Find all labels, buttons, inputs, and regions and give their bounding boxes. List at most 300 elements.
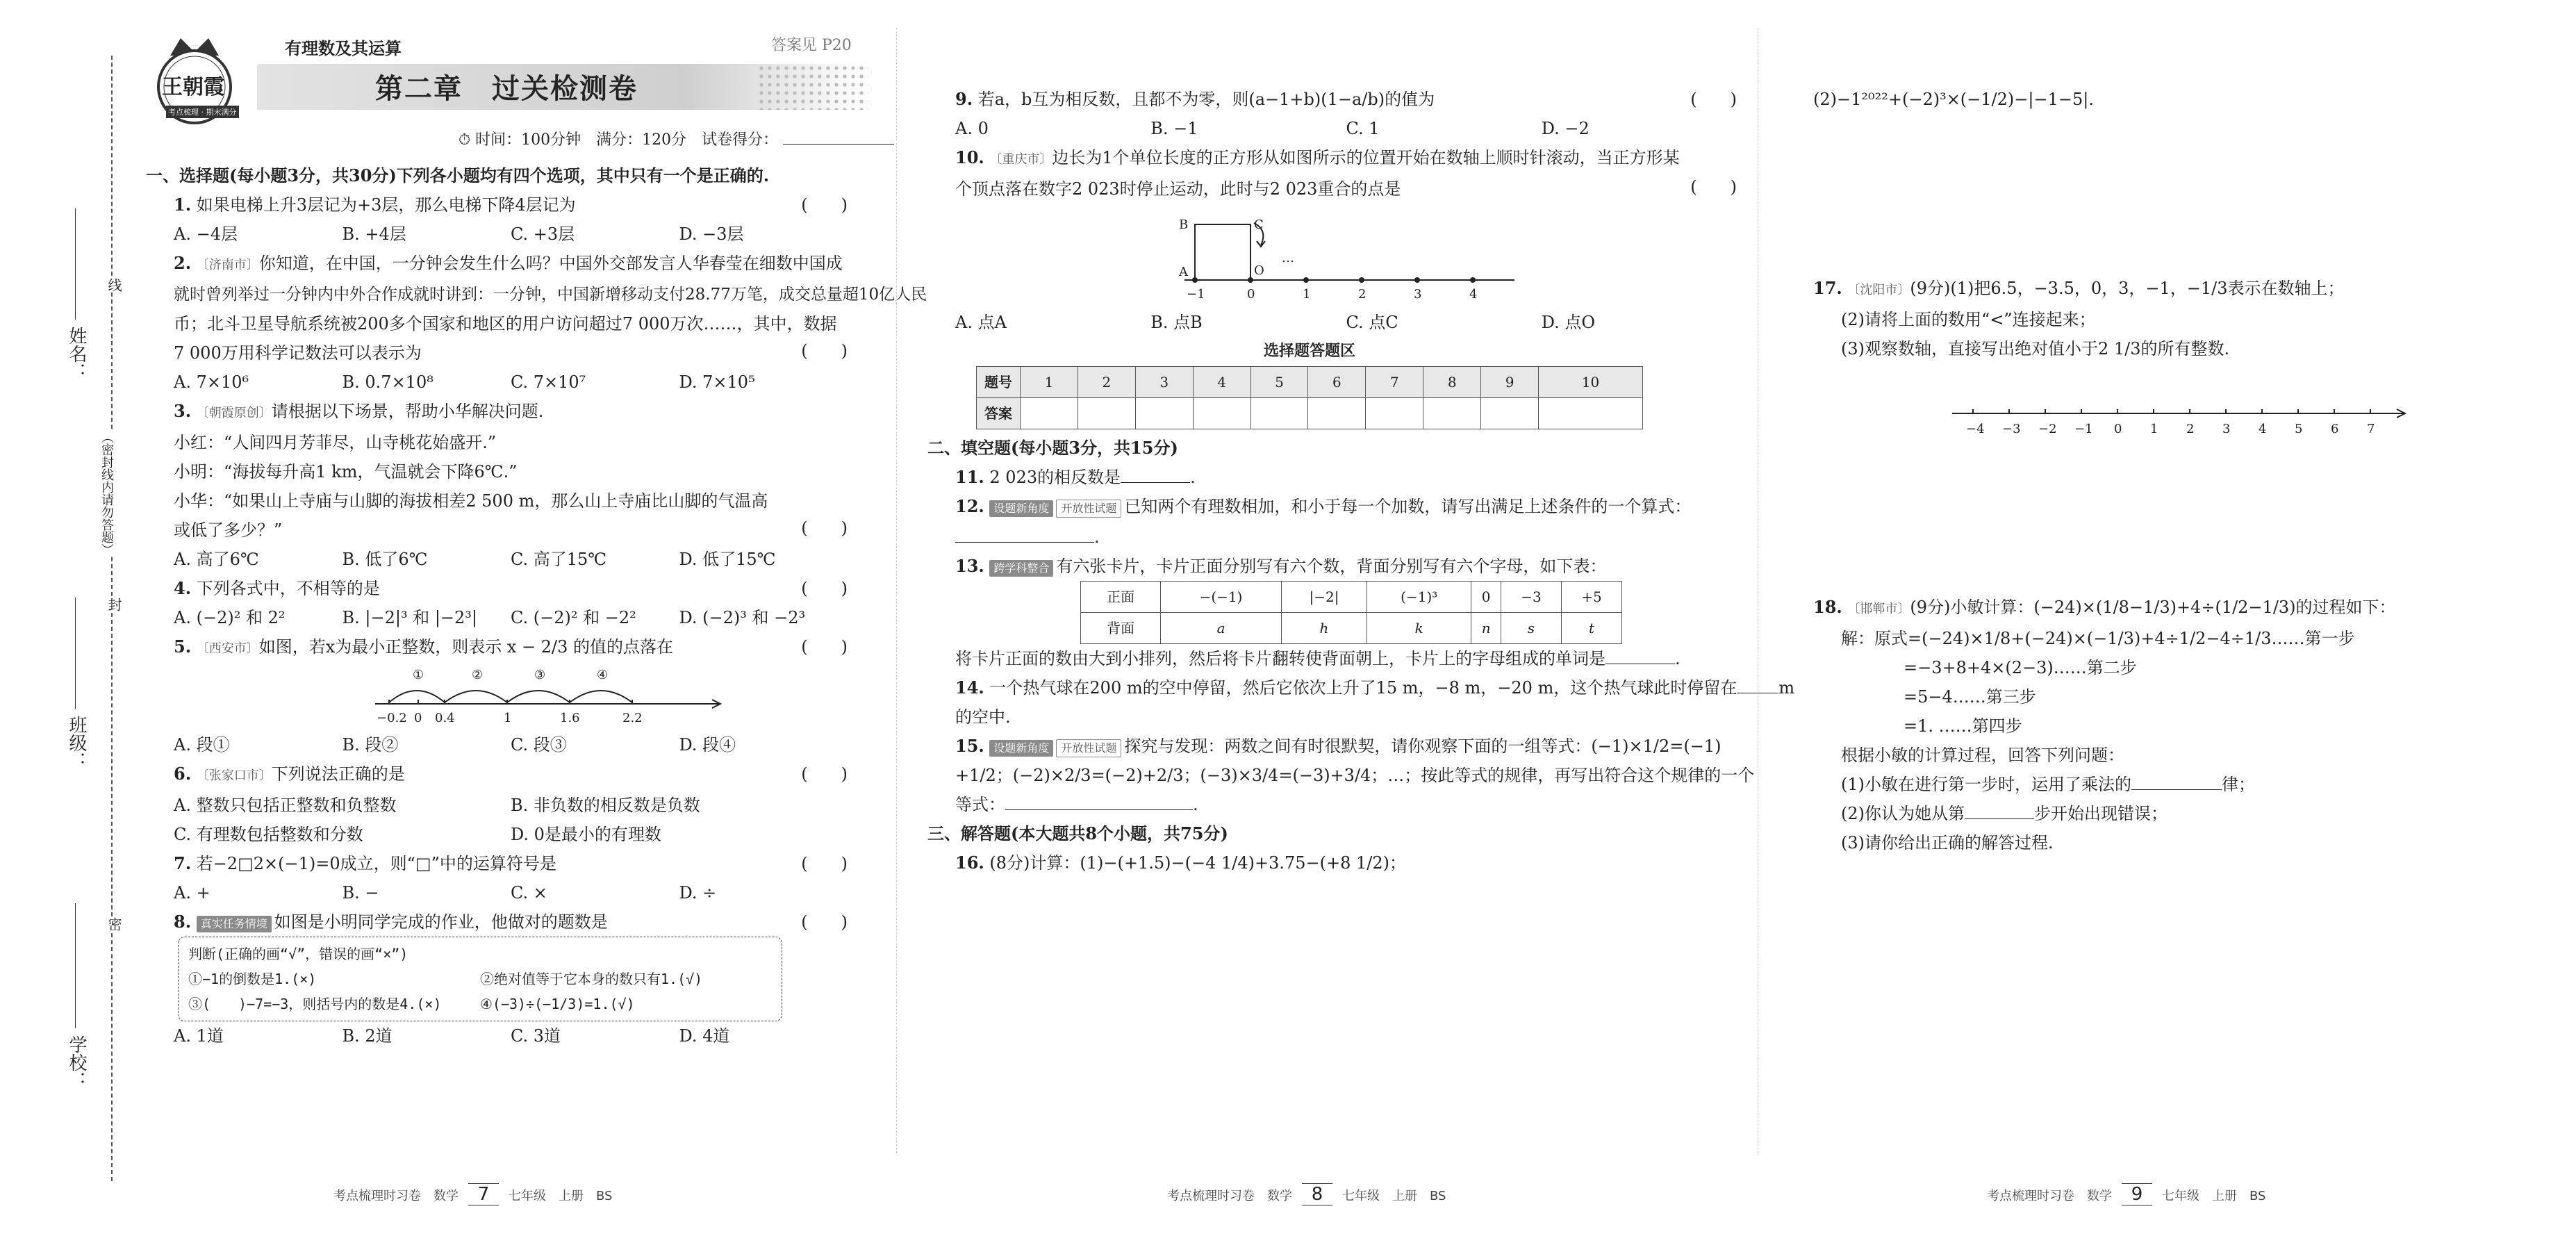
q12-end: . [1094, 527, 1100, 547]
question-8 [146, 907, 848, 1051]
q8-box-item-3: ③( )−7=−3，则括号内的数是4.(×) [188, 996, 442, 1012]
q15-end: . [1193, 795, 1198, 814]
q13-back-2: h [1281, 613, 1367, 644]
q7-answer-bracket[interactable]: ( ) [801, 854, 848, 873]
school-blank[interactable] [75, 903, 76, 1028]
q5-options [174, 730, 848, 759]
q13-back-3: k [1367, 613, 1471, 644]
brand-logo [142, 28, 247, 132]
q5-tick-label-6: 2.2 [622, 711, 643, 725]
q1-text: 如果电梯上升3层记为+3层，那么电梯下降4层记为 [196, 195, 576, 215]
q13-end: . [1675, 649, 1681, 668]
footer-page-9 [1987, 1183, 2265, 1205]
q5-number-line [368, 664, 729, 730]
q6-option-a[interactable]: A. 整数只包括正整数和负整数 [174, 796, 397, 815]
q6-option-d[interactable]: D. 0是最小的有理数 [511, 825, 661, 844]
name-label: 姓名： [66, 327, 87, 381]
q13-tag: 跨学科整合 [989, 560, 1053, 577]
q3-line-4: 小华：“如果山上寺庙与山脚的海拔相差2 500 m，那么山上寺庙比山脚的气温高 [174, 491, 768, 511]
answer-cell-9[interactable] [1481, 398, 1539, 429]
q13-text: 有六张卡片，卡片正面分别写有六个数，背面分别写有六个字母，如下表： [1056, 557, 1607, 576]
q10-label-a: A [1179, 265, 1188, 279]
q10-tick-label-6: 4 [1469, 287, 1478, 302]
q8-option-a[interactable]: A. 1道 [174, 1026, 224, 1046]
answer-col-6: 6 [1308, 367, 1366, 398]
q8-options [174, 1021, 848, 1051]
q7-text: 若−2□2×(−1)=0成立，则“□”中的运算符号是 [196, 854, 556, 873]
question-18 [1813, 593, 2522, 857]
title-band-dots [757, 64, 868, 110]
q18-text: (9分)小敏计算：(−24)×(1/8−1/3)+4÷(1/2−1/3)的过程如下： [1910, 598, 2396, 617]
q12-tag-2: 开放性试题 [1056, 500, 1121, 518]
q13-back-label: 背面 [1081, 613, 1161, 644]
footer-9-right: 七年级 上册 BS [2162, 1189, 2266, 1203]
q5-tick-label-1: −0.2 [377, 711, 407, 725]
q9-option-c[interactable]: C. 1 [1346, 119, 1380, 138]
answer-col-2: 2 [1078, 367, 1135, 398]
q10-tick-label-1: −1 [1187, 287, 1205, 302]
q6-answer-bracket[interactable]: ( ) [801, 764, 848, 784]
q12-text: 已知两个有理数相加，和小于每一个加数，请写出满足上述条件的一个算式： [1124, 497, 1692, 516]
q17-number-line[interactable] [1945, 398, 2431, 447]
answer-col-4: 4 [1193, 367, 1250, 398]
q9-number: 9. [955, 89, 973, 109]
answer-area-title: 选择题答题区 [1263, 343, 1355, 360]
q15-line-2: +1/2；(−2)×2/3=(−2)+2/3；(−3)×3/4=(−3)+3/4；…；按此等式的规律，再写出符合这个规律的一个 [955, 766, 1755, 785]
q3-number: 3. [174, 401, 192, 421]
class-blank[interactable] [75, 598, 76, 709]
seal-note: （密封线内请勿答题） [97, 431, 115, 556]
page-divider-1 [896, 28, 898, 1153]
answer-cell-7[interactable] [1366, 398, 1423, 429]
q17-source: 〔沈阳市〕 [1847, 283, 1910, 297]
q16-workspace[interactable] [955, 878, 1737, 982]
q18-sub-2-end: 步开始出现错误； [2034, 804, 2168, 823]
q10-label-b: B [1179, 217, 1189, 232]
q13-back-4: n [1471, 613, 1501, 644]
q18-sub-1-end: 律； [2222, 775, 2255, 794]
q2-answer-bracket[interactable]: ( ) [801, 341, 848, 361]
q10-point-0 [1248, 277, 1253, 283]
q10-answer-bracket[interactable]: ( ) [1690, 177, 1737, 197]
q9-option-d[interactable]: D. −2 [1541, 119, 1590, 138]
q17-tick-label-12: 7 [2367, 422, 2375, 436]
q13-front-row [1081, 582, 1622, 613]
q4-option-a[interactable]: A. (−2)² 和 2² [174, 608, 286, 627]
answer-cell-4[interactable] [1193, 398, 1250, 429]
q3-option-a[interactable]: A. 高了6℃ [174, 550, 259, 569]
q3-answer-bracket[interactable]: ( ) [801, 518, 848, 538]
answer-col-8: 8 [1423, 367, 1481, 398]
seal-line-mark: 线 [104, 278, 124, 292]
q17-tick-label-8: 3 [2222, 422, 2231, 436]
q2-options [174, 368, 848, 397]
q10-rolling-square-figure [1164, 204, 1525, 308]
q9-option-b[interactable]: B. −1 [1150, 119, 1198, 138]
q17-tick-label-1: −4 [1966, 422, 1985, 436]
q10-point-2 [1359, 277, 1364, 283]
q13-front-3: (−1)³ [1367, 582, 1471, 613]
q7-number: 7. [174, 853, 192, 873]
q17-tick-label-5: 0 [2114, 422, 2122, 436]
answer-area [976, 337, 1737, 429]
binding-margin [0, 0, 125, 1243]
q17-tick-label-9: 4 [2259, 422, 2267, 436]
q8-option-b[interactable]: B. 2道 [342, 1026, 393, 1046]
q8-box-item-1: ①−1的倒数是1.(×) [188, 971, 317, 987]
q5-arc-4 [570, 691, 632, 702]
q6-option-c[interactable]: C. 有理数包括整数和分数 [174, 825, 363, 844]
q3-option-d[interactable]: D. 低了15℃ [679, 550, 776, 569]
q3-source: 〔朝霞原创〕 [196, 406, 272, 420]
q17-tick-label-4: −1 [2074, 422, 2093, 436]
q14-line-2: 的空中. [955, 707, 1011, 727]
answer-cell-5[interactable] [1250, 398, 1308, 429]
answer-table-row1-label: 题号 [977, 367, 1021, 398]
q5-text: 如图，若x为最小正整数，则表示 x − 2/3 的值的点落在 [258, 637, 674, 657]
q9-answer-bracket[interactable]: ( ) [1690, 90, 1737, 109]
q13-back-6: t [1561, 613, 1621, 644]
q17-tick-label-7: 2 [2186, 422, 2195, 436]
q10-source: 〔重庆市〕 [989, 152, 1052, 167]
q2-line-3: 币；北斗卫星导航系统被200多个国家和地区的用户访问超过7 000万次……，其中，数据 [174, 314, 837, 334]
q5-arc-3 [507, 691, 570, 702]
q5-number: 5. [174, 636, 192, 657]
class-label: 班级： [66, 716, 87, 770]
q8-box-item-4: ④(−3)÷(−1/3)=1.(√) [480, 996, 635, 1012]
answer-cell-2[interactable] [1078, 398, 1135, 429]
answer-col-5: 5 [1250, 367, 1308, 398]
column-page-8 [927, 85, 1795, 982]
q15-line-3: 等式： [955, 795, 1005, 814]
q13-back-row [1081, 613, 1622, 644]
q7-option-a[interactable]: A. + [174, 883, 210, 903]
q18-source: 〔邯郸市〕 [1847, 602, 1910, 616]
score-blank[interactable] [783, 144, 894, 145]
q17-tick-label-3: −2 [2038, 422, 2057, 436]
question-10 [927, 143, 1737, 337]
answer-col-10: 10 [1539, 367, 1643, 398]
q17-text: (9分)(1)把6.5，−3.5，0，3，−1，−1/3表示在数轴上； [1910, 279, 2345, 298]
q4-option-b[interactable]: B. |−2|³ 和 |−2³| [342, 608, 477, 627]
question-7 [146, 849, 848, 907]
q13-back-5: s [1501, 613, 1561, 644]
question-14 [927, 673, 1795, 732]
q7-option-c[interactable]: C. × [511, 883, 547, 903]
q5-option-a[interactable]: A. 段① [174, 735, 230, 755]
q15-tag-1: 设题新角度 [989, 740, 1053, 757]
seal-seal-mark: 封 [104, 598, 124, 611]
q5-tick-label-3: 0.4 [435, 711, 455, 725]
q18-sub-1-blank[interactable] [2131, 789, 2222, 790]
q10-option-c[interactable]: C. 点C [1346, 313, 1398, 332]
q10-tick-label-5: 3 [1414, 287, 1422, 302]
brand-name: 王朝霞 [162, 75, 224, 99]
footer-8-left: 考点梳理时习卷 数学 [1167, 1189, 1292, 1203]
q6-text: 下列说法正确的是 [271, 764, 405, 784]
q1-answer-bracket[interactable]: ( ) [801, 195, 848, 215]
q3-options [174, 545, 848, 574]
q18-sub-2-text: (2)你认为她从第 [1841, 804, 1965, 823]
section-3-heading: 三、解答题(本大题共8个小题，共75分) [927, 823, 1228, 843]
q6-option-b[interactable]: B. 非负数的相反数是负数 [511, 796, 700, 815]
q10-options [955, 308, 1737, 337]
q12-number: 12. [955, 496, 984, 516]
question-17 [1813, 274, 2522, 593]
footer-page-7 [333, 1183, 612, 1205]
q11-number: 11. [955, 467, 984, 487]
q9-option-a[interactable]: A. 0 [955, 119, 989, 138]
q3-line-3: 小明：“海拔每升高1 km，气温就会下降6℃.” [174, 462, 518, 481]
footer-9-page-number: 9 [2122, 1183, 2153, 1205]
footer-7-left: 考点梳理时习卷 数学 [333, 1189, 459, 1203]
q3-line-5: 或低了多少？” [174, 520, 283, 540]
q4-options [174, 603, 848, 632]
q14-line-1: 一个热气球在200 m的空中停留，然后它依次上升了15 m，−8 m，−20 m，这个热气球此时停留在 [989, 678, 1737, 698]
q2-option-c[interactable]: C. 7×10⁷ [511, 372, 586, 392]
answer-cell-1[interactable] [1021, 398, 1078, 429]
q5-option-b[interactable]: B. 段② [342, 735, 399, 755]
q17-tick-label-2: −3 [2002, 422, 2021, 436]
q8-option-c[interactable]: C. 3道 [511, 1026, 561, 1046]
q13-front-4: 0 [1471, 582, 1501, 613]
q10-option-d[interactable]: D. 点O [1541, 313, 1596, 332]
q12-answer-blank[interactable] [955, 521, 1094, 543]
q17-workspace[interactable] [1813, 447, 2522, 593]
q13-front-label: 正面 [1081, 582, 1161, 613]
exam-meta [459, 128, 894, 149]
q18-step-3: =5−4……第三步 [1904, 687, 2036, 707]
footer-8-right: 七年级 上册 BS [1342, 1189, 1446, 1203]
binding-dashed-line [111, 56, 113, 1181]
q8-tag: 真实任务情境 [197, 916, 272, 932]
q8-box-item-2: ②绝对值等于它本身的数只有1.(√) [480, 971, 703, 987]
q15-number: 15. [955, 736, 984, 756]
q10-point-1 [1303, 277, 1309, 283]
chapter-title: 第二章 过关检测卷 [375, 73, 638, 105]
q10-line-2: 个顶点落在数字2 023时停止运动，此时与2 023重合的点是 [955, 179, 1401, 199]
topic-label: 有理数及其运算 [285, 38, 402, 58]
q2-line-1: 你知道，在中国，一分钟会发生什么吗？中国外交部发言人华春莹在细数中国成 [258, 254, 843, 273]
q16-number: 16. [955, 853, 984, 873]
q2-source: 〔济南市〕 [196, 258, 259, 272]
q8-homework-box [178, 937, 782, 1021]
question-1 [146, 190, 848, 249]
q17-number: 17. [1813, 278, 1842, 298]
q7-options [174, 878, 848, 907]
q2-option-a[interactable]: A. 7×10⁶ [174, 372, 249, 392]
answer-table-number-row [977, 367, 1643, 398]
answer-cell-10[interactable] [1539, 398, 1643, 429]
answer-table-row2-label: 答案 [977, 398, 1021, 429]
answer-col-9: 9 [1481, 367, 1539, 398]
q17-sub-3: (3)观察数轴，直接写出绝对值小于2 1/3的所有整数. [1841, 339, 2230, 359]
q5-arc-1 [389, 691, 445, 702]
q5-tick-label-2: 0 [414, 711, 422, 725]
q9-text: 若a，b互为相反数，且都不为零，则(a−1+b)(1−a/b)的值为 [977, 90, 1435, 109]
q1-option-a[interactable]: A. −4层 [174, 224, 238, 244]
q4-option-d[interactable]: D. (−2)³ 和 −2³ [679, 608, 806, 627]
q3-option-b[interactable]: B. 低了6℃ [342, 550, 428, 569]
q18-step-1: 解：原式=(−24)×1/8+(−24)×(−1/3)+4÷1/2−4÷1/3……第一步 [1841, 629, 2355, 648]
q17-tick-label-10: 5 [2295, 422, 2303, 436]
q13-front-6: +5 [1561, 582, 1621, 613]
q5-arc-label-3: ③ [534, 668, 546, 682]
name-blank[interactable] [75, 208, 76, 320]
column-page-7 [146, 161, 927, 1051]
q6-source: 〔张家口市〕 [196, 768, 272, 783]
footer-7-right: 七年级 上册 BS [509, 1189, 613, 1203]
q5-arc-label-4: ④ [597, 668, 609, 682]
q10-point-3 [1414, 277, 1420, 283]
section-2-heading: 二、填空题(每小题3分，共15分) [927, 438, 1178, 458]
q11-text: 2 023的相反数是 [989, 468, 1121, 487]
q17-tick-label-11: 6 [2331, 422, 2339, 436]
q10-label-c: C [1254, 217, 1264, 232]
q16-part-2: (2)−1²⁰²²+(−2)³×(−1/2)−|−1−5|. [1813, 90, 2094, 109]
q11-answer-blank[interactable] [1121, 482, 1190, 483]
answer-cell-8[interactable] [1423, 398, 1481, 429]
q10-option-b[interactable]: B. 点B [1150, 313, 1203, 332]
q4-answer-bracket[interactable]: ( ) [801, 579, 848, 598]
column-page-9 [1813, 85, 2522, 857]
q2-option-b[interactable]: B. 0.7×10⁸ [342, 372, 434, 392]
q17-tick-label-6: 1 [2150, 422, 2158, 436]
answer-table-answer-row [977, 398, 1643, 429]
q13-front-2: |−2| [1281, 582, 1367, 613]
q10-line-1: 边长为1个单位长度的正方形从如图所示的位置开始在数轴上顺时针滚动，当正方形某 [1052, 148, 1680, 167]
q8-number: 8. [174, 912, 192, 932]
q16-part-2-workspace[interactable] [1813, 114, 2522, 274]
q1-option-d[interactable]: D. −3层 [679, 224, 744, 244]
q10-square [1195, 224, 1250, 280]
q5-arc-2 [445, 691, 507, 702]
q2-line-4: 7 000万用科学记数法可以表示为 [174, 343, 422, 363]
q10-option-a[interactable]: A. 点A [955, 313, 1007, 332]
q15-line-1: 探究与发现：两数之间有时很默契，请你观察下面的一组等式：(−1)×1/2=(−1) [1124, 736, 1722, 756]
q10-tick-label-4: 2 [1358, 287, 1367, 302]
q12-tag-1: 设题新角度 [989, 500, 1053, 517]
q11-end: . [1190, 468, 1196, 487]
q13-card-table [1080, 581, 1622, 644]
exam-meta-text: ⏱ 时间：100分钟 满分：120分 试卷得分： [459, 131, 779, 149]
q13-back-1: a [1161, 613, 1282, 644]
q13-number: 13. [955, 556, 984, 576]
q2-line-2: 就时曾列举过一分钟内中外合作成就时讲到：一分钟，中国新增移动支付28.77万笔，成交总量超10亿人民 [174, 286, 927, 304]
q10-label-ellipsis: … [1282, 251, 1294, 265]
q15-tag-2: 开放性试题 [1056, 739, 1121, 757]
answer-col-7: 7 [1366, 367, 1423, 398]
q18-number: 18. [1813, 597, 1842, 617]
q8-text: 如图是小明同学完成的作业，他做对的题数是 [274, 912, 608, 932]
brand-sub: 考点梳理 · 期末满分 [166, 106, 239, 118]
q10-point-4 [1470, 277, 1476, 283]
q10-tick-label-2: 0 [1247, 287, 1255, 302]
q18-sub-2-blank[interactable] [1965, 818, 2034, 819]
q5-arc-label-1: ① [413, 668, 424, 682]
q8-box-title: 判断(正确的画“√”，错误的画“×”) [188, 946, 408, 962]
q3-line-2: 小红：“人间四月芳菲尽，山寺桃花始盛开.” [174, 433, 497, 452]
q5-answer-bracket[interactable]: ( ) [801, 637, 848, 657]
footer-7-page-number: 7 [468, 1183, 499, 1205]
q8-option-d[interactable]: D. 4道 [679, 1026, 730, 1046]
q1-number: 1. [174, 195, 192, 215]
q13-after-text: 将卡片正面的数由大到小排列，然后将卡片翻转使背面朝上，卡片上的字母组成的单词是 [955, 649, 1605, 668]
school-label: 学校： [66, 1035, 87, 1089]
q10-number: 10. [955, 147, 984, 167]
question-13 [927, 552, 1737, 673]
q10-label-o: O [1254, 263, 1264, 278]
q17-sub-2: (2)请将上面的数用“<”连接起来； [1841, 310, 2096, 329]
question-5 [146, 632, 848, 759]
q2-option-d[interactable]: D. 7×10⁵ [679, 372, 755, 392]
answer-table [976, 366, 1643, 429]
q9-options [955, 114, 1737, 143]
q5-option-d[interactable]: D. 段④ [679, 735, 736, 755]
answer-cell-3[interactable] [1135, 398, 1193, 429]
footer-page-8 [1167, 1183, 1446, 1205]
q5-arc-label-2: ② [472, 668, 484, 682]
q14-unit: m [1778, 678, 1795, 698]
q10-tick-label-3: 1 [1303, 287, 1311, 302]
q5-source: 〔西安市〕 [196, 641, 259, 656]
q4-option-c[interactable]: C. (−2)² 和 −2² [511, 608, 636, 627]
q4-number: 4. [174, 578, 192, 598]
footer-8-page-number: 8 [1302, 1183, 1333, 1205]
question-12 [927, 492, 1737, 552]
q6-options [174, 791, 848, 849]
answer-ref: 答案见 P20 [771, 37, 852, 54]
section-1-heading: 一、选择题(每小题3分，共30分)下列各小题均有四个选项，其中只有一个是正确的. [146, 165, 770, 186]
q5-option-c[interactable]: C. 段③ [511, 735, 567, 755]
q8-answer-bracket[interactable]: ( ) [801, 912, 848, 932]
q18-sub-3: (3)请你给出正确的解答过程. [1841, 833, 2054, 853]
q18-ask: 根据小敏的计算过程，回答下列问题： [1841, 746, 2124, 765]
question-16 [927, 848, 1737, 982]
q7-option-d[interactable]: D. ÷ [679, 883, 717, 903]
answer-col-1: 1 [1021, 367, 1078, 398]
q1-options [174, 220, 848, 249]
q6-number: 6. [174, 764, 192, 784]
question-6 [146, 759, 848, 849]
q15-answer-blank[interactable] [1005, 809, 1193, 810]
q1-option-b[interactable]: B. +4层 [342, 224, 406, 244]
question-15 [927, 732, 1755, 819]
answer-cell-6[interactable] [1308, 398, 1366, 429]
q2-number: 2. [174, 253, 192, 273]
q3-line-1: 请根据以下场景，帮助小华解决问题. [271, 402, 544, 421]
q10-point-neg1 [1192, 277, 1198, 283]
q13-front-5: −3 [1501, 582, 1561, 613]
question-9 [927, 85, 1737, 143]
q14-number: 14. [955, 677, 984, 698]
answer-col-3: 3 [1135, 367, 1193, 398]
footer-9-left: 考点梳理时习卷 数学 [1987, 1189, 2112, 1203]
q7-option-b[interactable]: B. − [342, 883, 379, 903]
q5-tick-label-5: 1.6 [560, 711, 580, 725]
q13-front-1: −(−1) [1161, 582, 1282, 613]
question-2 [146, 249, 927, 397]
seal-secret-mark: 密 [104, 917, 124, 931]
q18-step-4: =1. ……第四步 [1904, 716, 2022, 736]
page-divider-2 [1758, 28, 1759, 1153]
q3-option-c[interactable]: C. 高了15℃ [511, 550, 607, 569]
q18-sub-1-text: (1)小敏在进行第一步时，运用了乘法的 [1841, 775, 2131, 794]
question-4 [146, 574, 848, 632]
q5-tick-label-4: 1 [504, 711, 512, 725]
q16-text: (8分)计算：(1)−(+1.5)−(−4 1/4)+3.75−(+8 1/2)； [989, 853, 1406, 873]
q1-option-c[interactable]: C. +3层 [511, 224, 575, 244]
